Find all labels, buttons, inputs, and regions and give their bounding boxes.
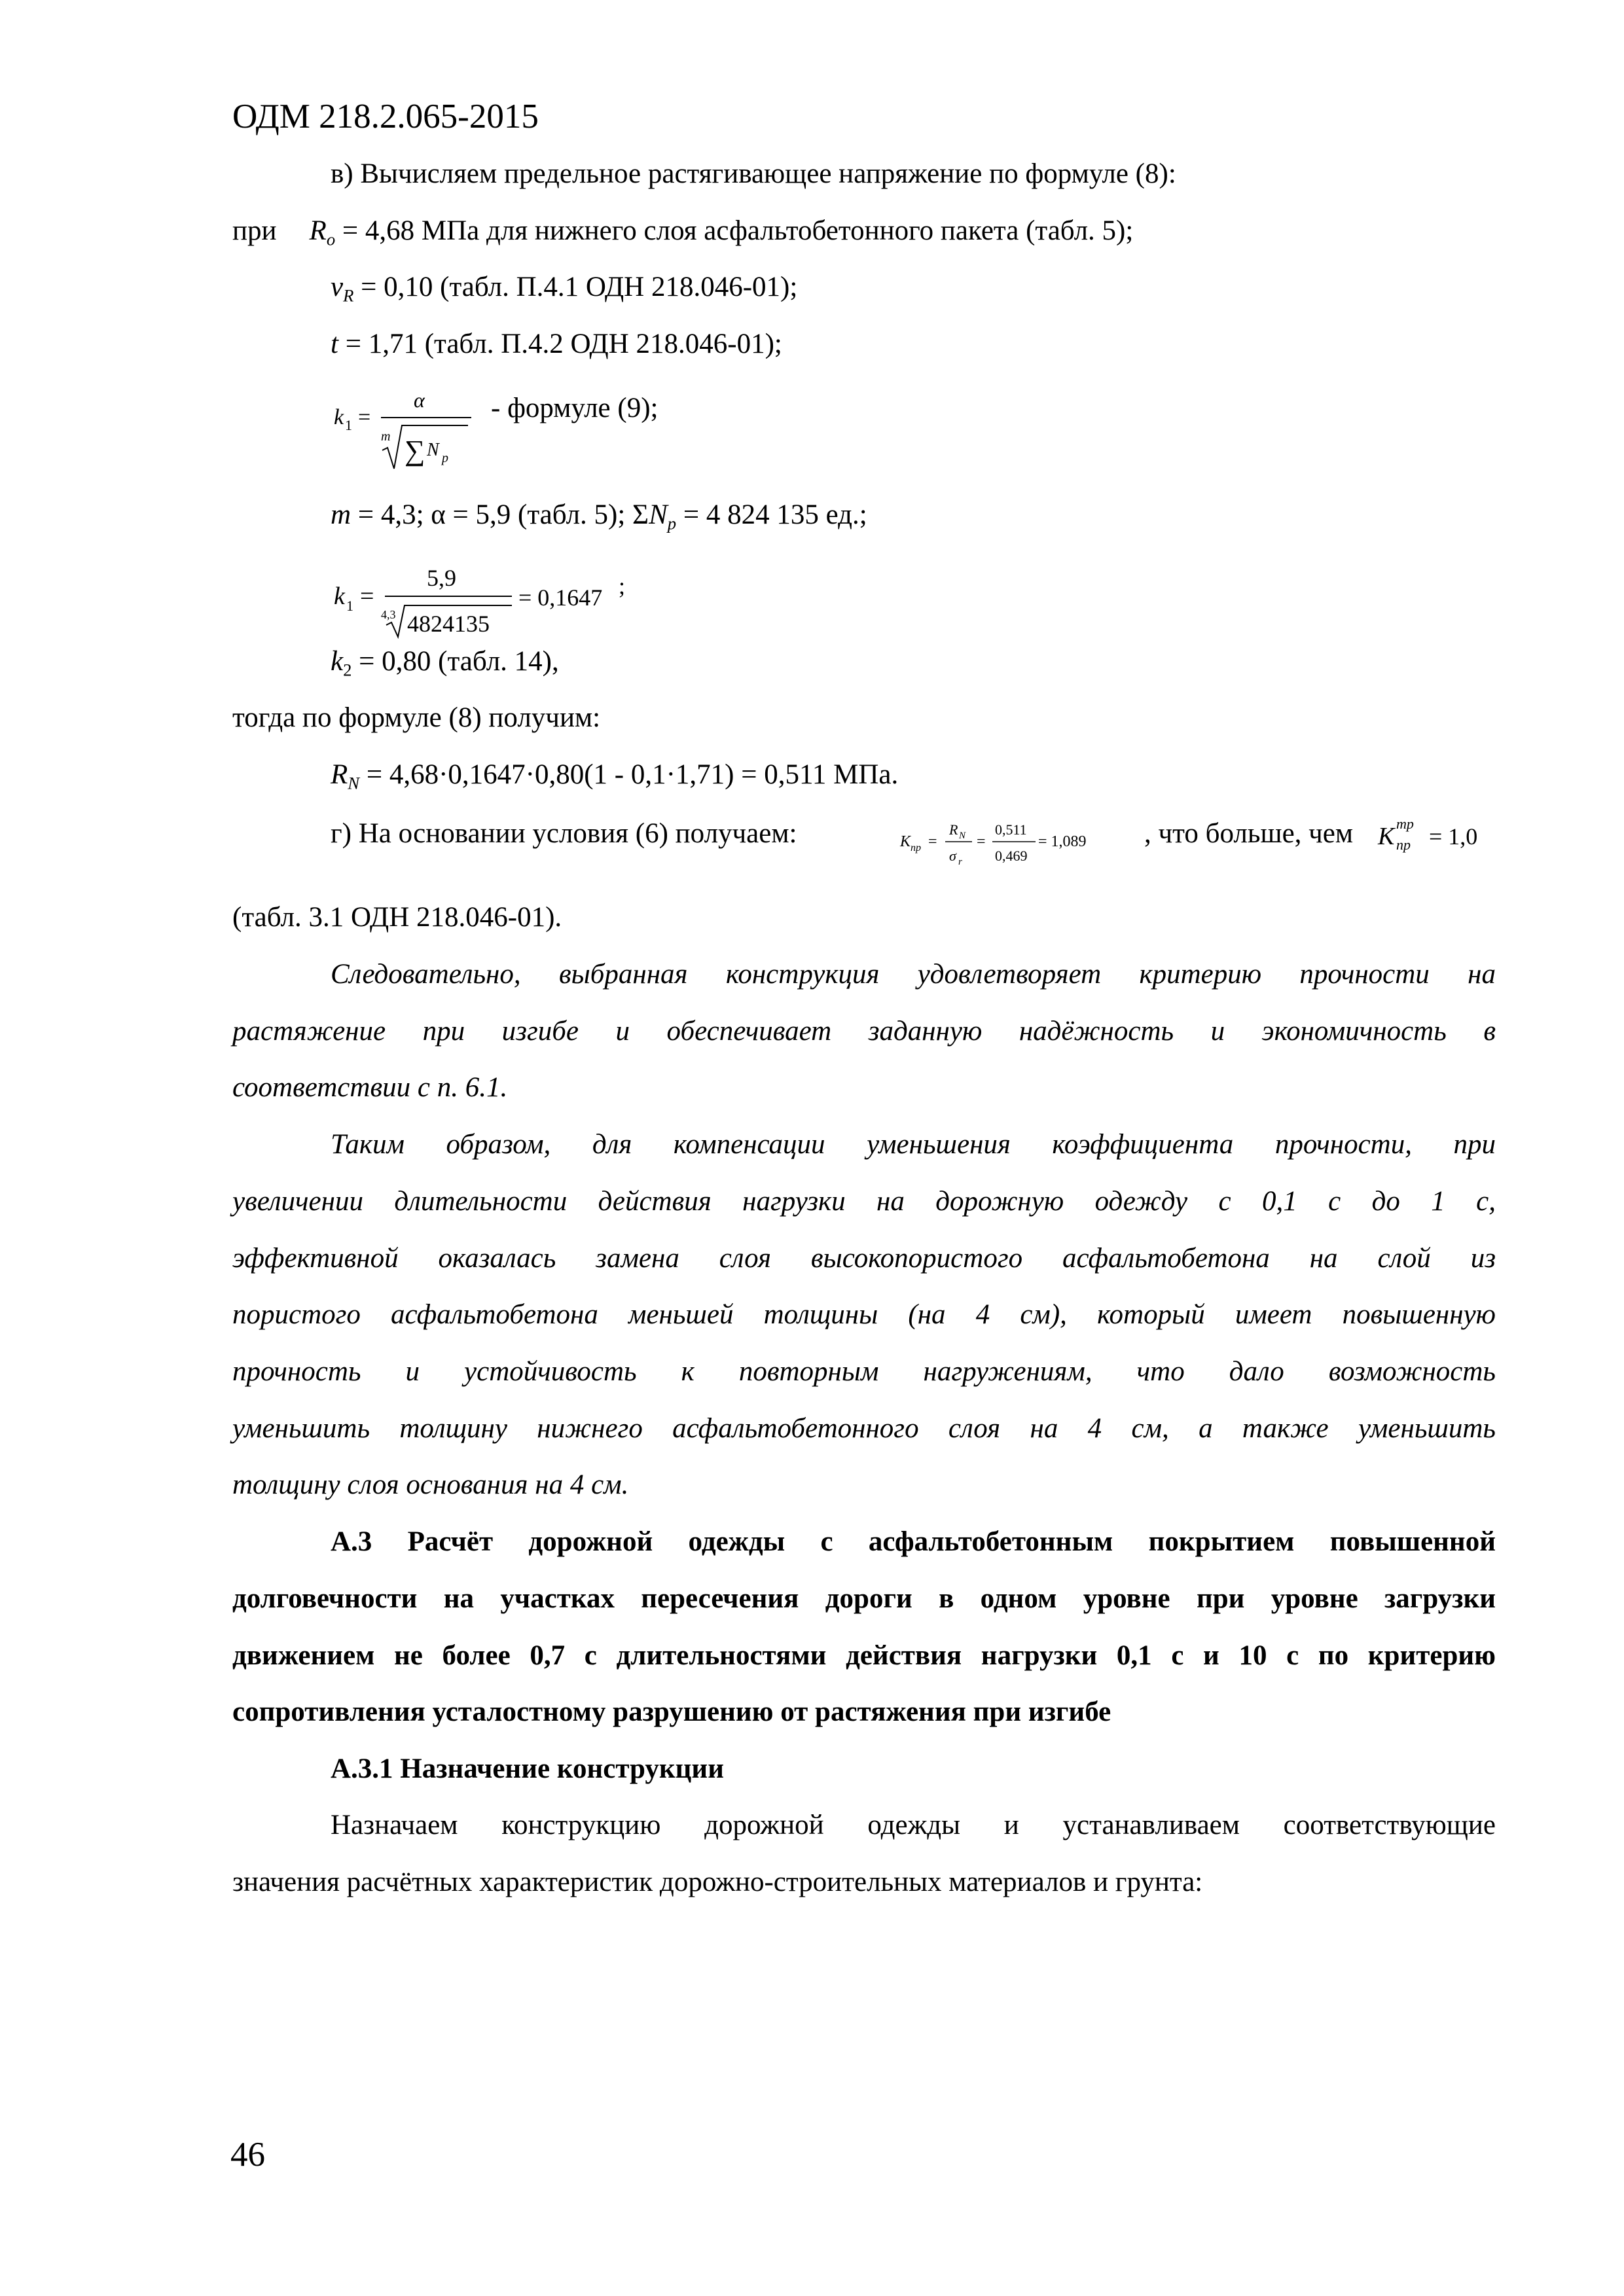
k1-eq: = — [358, 405, 371, 429]
k1-general-formula — [327, 378, 484, 480]
k1-lhs-sub: 1 — [345, 417, 352, 433]
rn-text: = 4,68·0,1647·0,80(1 - 0,1·1,71) = 0,511 МПа. — [359, 759, 899, 790]
kpr-den1-sub: r — [958, 857, 962, 867]
vr-line — [331, 270, 797, 304]
m-symbol: m — [331, 499, 352, 530]
kpr-eq2: = — [977, 833, 986, 850]
kpr-num1: R — [949, 821, 958, 838]
conclusion2-line-7: толщину слоя основания на 4 см. — [232, 1469, 629, 1500]
k1-general-svg — [327, 378, 484, 476]
k1c-root-index: 4,3 — [381, 608, 396, 621]
k2-symbol: k — [331, 646, 344, 677]
conclusion2-line-5: прочность и устойчивость к повторным нагружениям, что дало возможность — [232, 1356, 1496, 1387]
subsection-a31-title: А.3.1 Назначение конструкции — [331, 1753, 724, 1784]
conclusion2-line-6: уменьшить толщину нижнего асфальтобетонного слоя на 4 см, а также уменьшить — [232, 1413, 1496, 1444]
k1-den-var: N — [427, 440, 439, 460]
k1-root-index: m — [381, 429, 391, 444]
params-text-b: = 4 824 135 ед.; — [676, 499, 867, 530]
conclusion2-line-4: пористого асфальтобетона меньшей толщины (на 4 см), который имеет повышенную — [232, 1299, 1496, 1330]
kpr-num1-sub: N — [959, 831, 966, 841]
t-symbol: t — [331, 329, 338, 359]
section-a3-title-line-1: А.3 Расчёт дорожной одежды с асфальтобетонным покрытием повышенной — [331, 1526, 1496, 1557]
ro-prefix: при — [232, 215, 277, 246]
k1-numerator: α — [414, 388, 425, 412]
k1c-lhs-sub: 1 — [346, 598, 353, 614]
conclusion2-line-3: эффективной оказалась замена слоя высокопористого асфальтобетона на слой из — [232, 1243, 1496, 1274]
then-line: тогда по формуле (8) получим: — [232, 702, 601, 733]
kpr-svg — [897, 815, 1152, 874]
ro-symbol: R — [309, 215, 327, 246]
conclusion1-line-2: растяжение при изгибе и обеспечивает заданную надёжность и экономичность в — [232, 1016, 1496, 1047]
np-subscript: p — [667, 513, 677, 533]
k2-line — [331, 645, 559, 679]
k1-calc-svg — [327, 553, 668, 638]
kpr-result: = 1,089 — [1038, 833, 1087, 850]
kpr-formula — [897, 815, 1152, 877]
kpr-eq1: = — [928, 833, 937, 850]
t-line — [331, 327, 782, 361]
kpr-den2: 0,469 — [995, 848, 1028, 864]
k1-sum: ∑ — [405, 435, 425, 467]
k1c-numerator: 5,9 — [427, 565, 456, 591]
step-v-intro: в) Вычисляем предельное растягивающее напряжение по формуле (8): — [331, 158, 1176, 189]
kpr-lhs-sub: пр — [911, 842, 921, 853]
conclusion2-line-2: увеличении длительности действия нагрузки на дорожную одежду с 0,1 с до 1 с, — [232, 1186, 1496, 1217]
np-symbol: N — [649, 499, 668, 530]
rn-subscript: N — [348, 773, 360, 793]
k1-note: - формуле (9); — [491, 393, 659, 423]
ro-text: = 4,68 МПа для нижнего слоя асфальтобетонного пакета (табл. 5); — [335, 215, 1134, 246]
k2-text: = 0,80 (табл. 14), — [352, 646, 559, 677]
closing-line-1: Назначаем конструкцию дорожной одежды и устанавливаем соответствующие — [331, 1810, 1496, 1840]
k1c-result: = 0,1647 — [518, 584, 603, 611]
vr-symbol: v — [331, 272, 344, 302]
ktr-formula — [1371, 806, 1496, 869]
k1c-denominator: 4824135 — [407, 611, 490, 637]
section-a3-title-line-3: движением не более 0,7 с длительностями действия нагрузки 0,1 с и 10 с по критерию — [232, 1640, 1496, 1671]
ro-line — [232, 214, 1133, 248]
kpr-den1: σ — [949, 848, 956, 864]
t-text: = 1,71 (табл. П.4.2 ОДН 218.046-01); — [338, 329, 782, 359]
page-number: 46 — [230, 2136, 265, 2174]
conclusion1-line-1: Следовательно, выбранная конструкция удовлетворяет критерию прочности на — [331, 959, 1496, 990]
section-a3-title-line-2: долговечности на участках пересечения дороги в одном уровне при уровне загрузки — [232, 1583, 1496, 1614]
ktr-sub: пр — [1396, 836, 1411, 853]
conclusion1-line-3: соответствии с п. 6.1. — [232, 1072, 508, 1103]
vr-subscript: R — [343, 285, 354, 306]
k2-subscript: 2 — [343, 660, 352, 680]
section-a3-title-line-4: сопротивления усталостному разрушению от растяжения при изгибе — [232, 1696, 1111, 1727]
k1-lhs: k — [334, 405, 344, 429]
k1c-eq: = — [360, 583, 374, 610]
ktr-symbol: K — [1378, 823, 1395, 850]
rn-symbol: R — [331, 759, 348, 790]
k1c-lhs: k — [334, 583, 345, 610]
compare-text: , что больше, чем — [1144, 818, 1354, 849]
k1-den-sub: p — [442, 451, 448, 465]
kpr-lhs: K — [900, 833, 911, 850]
params-line — [331, 498, 867, 532]
k1-root-sign — [382, 425, 468, 469]
table-ref: (табл. 3.1 ОДН 218.046-01). — [232, 902, 562, 933]
step-g-intro: г) На основании условия (6) получаем: — [331, 818, 797, 849]
params-text-a: = 4,3; α = 5,9 (табл. 5); Σ — [351, 499, 649, 530]
ktr-value: = 1,0 — [1429, 823, 1478, 850]
ktr-sup: тр — [1396, 816, 1414, 832]
vr-text: = 0,10 (табл. П.4.1 ОДН 218.046-01); — [353, 272, 798, 302]
closing-line-2: значения расчётных характеристик дорожно-строительных материалов и грунта: — [232, 1867, 1203, 1897]
conclusion2-line-1: Таким образом, для компенсации уменьшения коэффициента прочности, при — [331, 1129, 1496, 1160]
doc-code-header: ОДМ 218.2.065-2015 — [232, 98, 539, 135]
rn-line — [331, 758, 898, 792]
kpr-num2: 0,511 — [995, 821, 1027, 838]
ktr-svg — [1371, 806, 1496, 865]
ro-subscript: o — [326, 229, 336, 249]
k1c-tail: ; — [619, 573, 626, 599]
k1-calc-formula — [327, 553, 668, 641]
